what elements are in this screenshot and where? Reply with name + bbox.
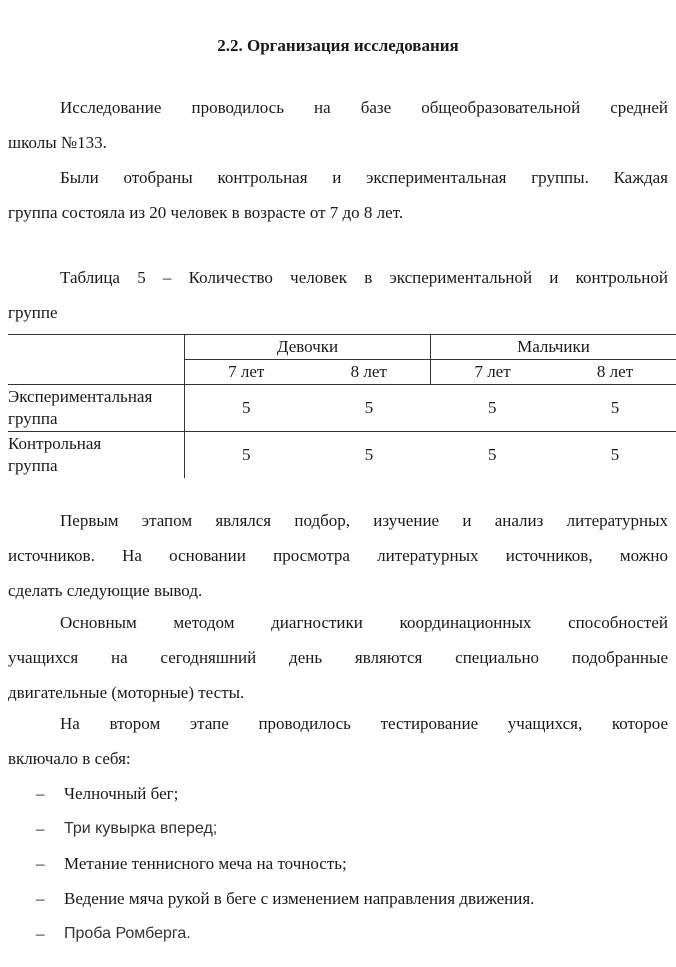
table-cell: 5	[308, 432, 431, 479]
caption-line: группе	[8, 303, 58, 322]
paragraph-line: Исследование проводилось на базе общеобразовательной средней	[60, 98, 668, 117]
paragraph-line: источников. На основании просмотра литературных источников, можно	[8, 546, 668, 565]
paragraph-line: двигательные (моторные) тесты.	[8, 683, 245, 702]
list-dash: –	[36, 784, 45, 803]
table-cell: 5	[185, 432, 308, 479]
paragraph-line: школы №133.	[8, 133, 107, 152]
subheader-age: 7 лет	[185, 360, 308, 385]
list-item-text: Челночный бег;	[64, 784, 179, 803]
table-corner-cell	[8, 335, 185, 385]
paragraph-groups	[8, 160, 668, 230]
list-item-text: Метание теннисного меча на точность;	[64, 854, 347, 873]
row-label-line: Экспериментальная	[8, 387, 153, 406]
section-title: 2.2. Организация исследования	[217, 36, 459, 55]
row-label-control	[8, 432, 185, 479]
paragraph-line: Были отобраны контрольная и экспериментальная группы. Каждая	[60, 168, 668, 187]
list-item-text: Проба Ромберга.	[64, 925, 191, 942]
paragraph-line: учащихся на сегодняшний день являются специально подобранные	[8, 648, 668, 667]
table-cell: 5	[431, 385, 555, 432]
table-caption	[8, 260, 668, 330]
table-cell: 5	[308, 385, 431, 432]
row-label-line: группа	[8, 409, 58, 428]
subheader-age: 7 лет	[431, 360, 555, 385]
paragraph-stage-one	[8, 503, 668, 608]
list-dash: –	[36, 854, 45, 873]
subheader-age: 8 лет	[308, 360, 431, 385]
row-label-experimental	[8, 385, 185, 432]
paragraph-line: На втором этапе проводилось тестирование учащихся, которое	[60, 714, 668, 733]
row-label-line: группа	[8, 456, 58, 475]
caption-line: Таблица 5 – Количество человек в экспериментальной и контрольной	[60, 268, 668, 287]
paragraph-line: Первым этапом являлся подбор, изучение и анализ литературных	[60, 511, 668, 530]
row-label-line: Контрольная	[8, 434, 102, 453]
subheader-age: 8 лет	[554, 360, 676, 385]
list-item-text: Ведение мяча рукой в беге с изменением направления движения.	[64, 889, 535, 908]
list-item-text: Три кувырка вперед;	[64, 820, 218, 837]
table-cell: 5	[554, 432, 676, 479]
header-girls: Девочки	[185, 335, 431, 360]
paragraph-line: Основным методом диагностики координационных способностей	[60, 613, 668, 632]
tests-list	[0, 776, 676, 951]
paragraph-method	[8, 605, 668, 710]
list-item	[0, 846, 676, 881]
header-boys: Мальчики	[431, 335, 676, 360]
table-cell: 5	[554, 385, 676, 432]
list-item	[0, 776, 676, 811]
paragraph-line: группа состояла из 20 человек в возрасте от 7 до 8 лет.	[8, 203, 404, 222]
table-cell: 5	[431, 432, 555, 479]
list-dash: –	[36, 924, 45, 943]
list-dash: –	[36, 889, 45, 908]
list-dash: –	[36, 819, 45, 838]
paragraph-line: сделать следующие вывод.	[8, 581, 203, 600]
groups-table	[8, 334, 676, 478]
paragraph-line: включало в себя:	[8, 749, 131, 768]
table-cell: 5	[185, 385, 308, 432]
paragraph-stage-two	[8, 706, 668, 776]
paragraph-school	[8, 90, 668, 160]
list-item	[0, 811, 676, 846]
list-item	[0, 916, 676, 951]
list-item	[0, 881, 676, 916]
